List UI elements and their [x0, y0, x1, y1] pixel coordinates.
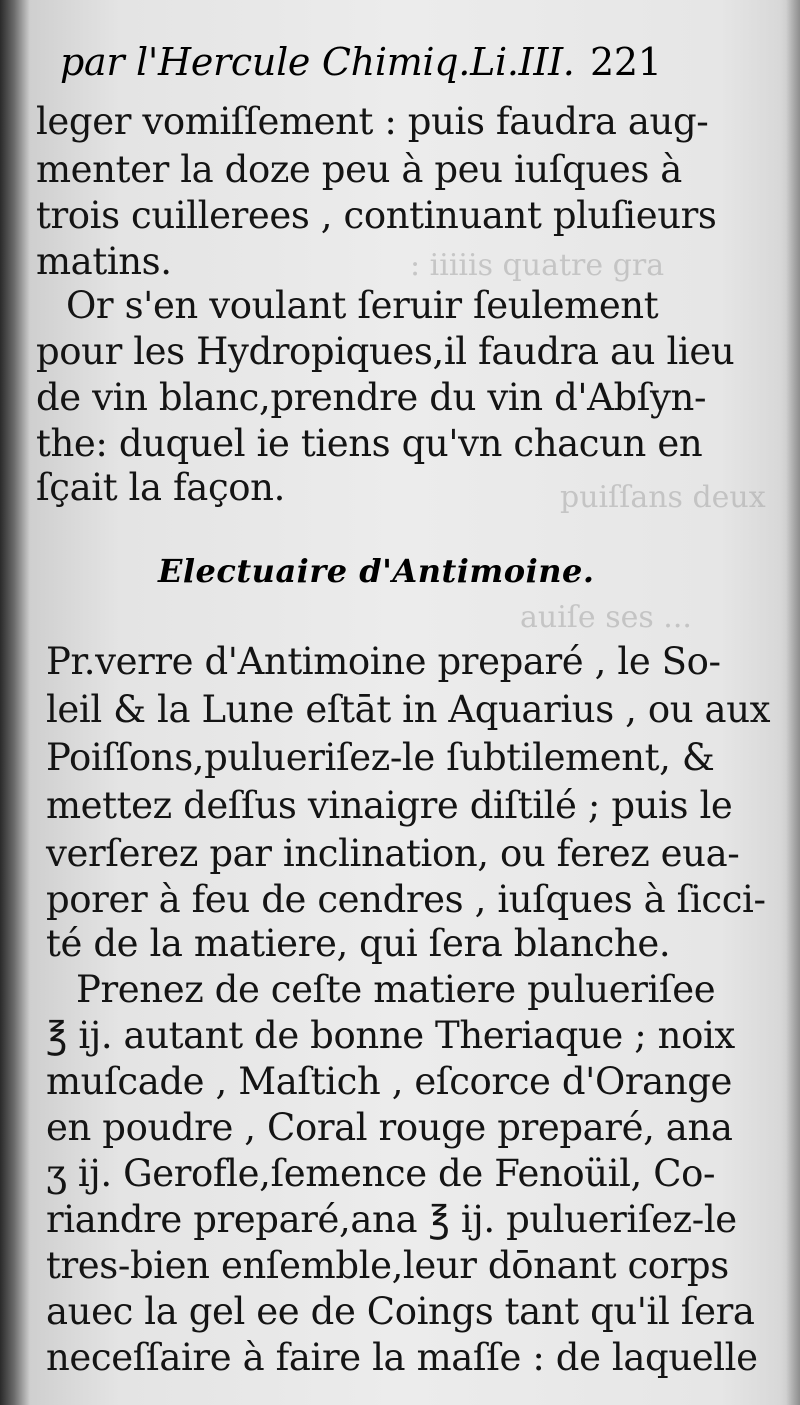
text-line: auec la gel ee de Coings tant qu'il ſera [46, 1290, 755, 1333]
section-heading: Electuaire d'Antimoine. [158, 552, 595, 590]
text-line: leil & la Lune eſtāt in Aquarius , ou aux [46, 688, 771, 731]
text-line: tres-bien enſemble,leur dōnant corps [46, 1244, 729, 1287]
text-line: pour les Hydropiques,il faudra au lieu [36, 330, 735, 373]
text-line: Pr.verre d'Antimoine preparé , le So- [46, 640, 721, 683]
page-number: 221 [590, 40, 662, 84]
text-line: porer à feu de cendres , iuſques à ſicci- [46, 878, 766, 921]
text-line: ſçait la façon. [36, 466, 285, 509]
text-line: leger vomiſſement : puis faudra aug- [36, 100, 709, 143]
text-line: de vin blanc,prendre du vin d'Abſyn- [36, 376, 707, 419]
text-line: matins. [36, 240, 172, 283]
text-line: Or s'en voulant ſeruir ſeulement [66, 284, 659, 327]
text-line: mettez deſſus vinaigre diſtilé ; puis le [46, 784, 733, 827]
running-title: par l'Hercule Chimiq.Li.III. [60, 40, 575, 84]
text-line: ℥ ij. autant de bonne Theriaque ; noix [46, 1014, 735, 1057]
text-line: té de la matiere, qui ſera blanche. [46, 922, 671, 965]
text-line: riandre preparé,ana ℥ ij. pulueriſez-le [46, 1198, 737, 1241]
text-line: en poudre , Coral rouge preparé, ana [46, 1106, 733, 1149]
running-header [60, 40, 662, 84]
text-line: ʒ ij. Gerofle,ſemence de Fenoüil, Co- [46, 1152, 716, 1195]
text-line: menter la doze peu à peu iuſques à [36, 148, 682, 191]
text-line: trois cuillerees , continuant pluſieurs [36, 194, 717, 237]
bleed-through-text: : iiiiis quatre gra [410, 248, 665, 283]
text-line: muſcade , Maſtich , eſcorce d'Orange [46, 1060, 733, 1103]
text-line: neceſſaire à faire la maſſe : de laquelle [46, 1336, 758, 1379]
bleed-through-text: auiſe ses ... [520, 600, 692, 635]
page-edge-shadow [786, 0, 800, 1405]
text-line: the: duquel ie tiens qu'vn chacun en [36, 422, 703, 465]
bleed-through-text: puiſſans deux [560, 480, 766, 515]
text-line: Poiſſons,pulueriſez-le ſubtilement, & [46, 736, 715, 779]
text-line: verſerez par inclination, ou ferez eua- [46, 832, 740, 875]
text-line: Prenez de ceſte matiere pulueriſee [76, 968, 716, 1011]
